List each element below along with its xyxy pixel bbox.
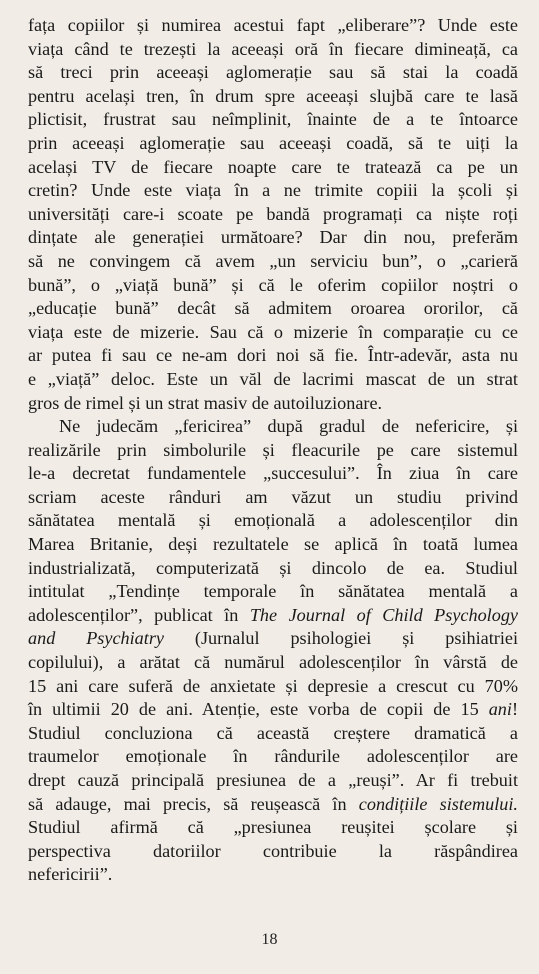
- book-page: [28, 14, 518, 887]
- text-line: Marea Britanie, deși rezultatele se aplică în toată lumea: [28, 534, 518, 555]
- text-line: să ne convingem că avem „un serviciu bun”, o „carieră: [28, 250, 518, 271]
- text-line: drept cauză principală presiunea de a „reuși”. Ar fi trebuit: [28, 770, 518, 790]
- text-line: „educație bună” decât să admitem oroarea ororilor, că: [28, 298, 518, 319]
- text-line: industrializată, computerizată și dincolo de ea. Studiul: [28, 557, 518, 578]
- text-line: gros de rimel și un strat masiv de autoiluzionare.: [28, 392, 383, 413]
- text-line: le-a decretat fundamentele „succesului”. În ziua în care: [28, 463, 518, 484]
- text-segment: să adauge, mai precis, să reușească în: [28, 793, 359, 814]
- text-line: scriam aceste rânduri am văzut un studiu privind: [28, 486, 518, 507]
- text-line: sănătatea mentală și emoțională a adolescenților din: [28, 510, 518, 531]
- text-line: traumelor emoționale în rândurile adolescenților are: [28, 746, 518, 767]
- text-line: nefericirii”.: [28, 864, 113, 885]
- text-line: perspectiva datoriilor contribuie la răspândirea: [28, 840, 518, 861]
- text-line: [28, 698, 518, 722]
- text-line: pentru același tren, în drum spre aceeași slujbă care te lasă: [28, 85, 518, 106]
- text-line: universități care-i scoate pe bandă programați ca niște roți: [28, 203, 518, 224]
- text-line: Ne judecăm „fericirea” după gradul de nefericire, și: [59, 416, 518, 437]
- text-segment: (Jurnalul psihologiei și psihiatriei: [163, 628, 518, 649]
- paragraph-1: [28, 14, 518, 415]
- text-line: 15 ani care suferă de anxietate și depresie a crescut cu 70%: [28, 675, 518, 696]
- text-line: viața este de mizerie. Sau că o mizerie în comparație cu ce: [28, 321, 518, 342]
- text-line: ar putea fi sau ce ne-am dori noi să fie. Într-adevăr, asta nu: [28, 345, 518, 366]
- text-line: același TV de fiecare noapte care te tratează ca pe un: [28, 156, 518, 177]
- text-line: dințate ale generației următoare? Dar din nou, preferăm: [28, 227, 518, 248]
- journal-title-continued: and Psychiatry: [28, 628, 164, 649]
- text-line: Studiul concluziona că această creștere dramatică a: [28, 722, 518, 743]
- text-line: [28, 793, 518, 817]
- text-line: fața copiilor și numirea acestui fapt „eliberare”? Unde este: [28, 15, 518, 35]
- journal-title: The Journal of Child Psychology: [249, 604, 518, 625]
- text-line: e „viață” deloc. Este un văl de lacrimi mascat de un strat: [28, 368, 518, 389]
- text-line: viața când te trezești la aceeași oră în fiecare dimineață, ca: [28, 38, 518, 59]
- text-segment: !: [511, 699, 518, 720]
- emphasis: condițiile sistemului.: [358, 793, 518, 814]
- text-line: prin aceeași aglomerație sau aceeași coadă, să te uiți la: [28, 132, 518, 153]
- text-line: [28, 604, 518, 628]
- text-line: realizările prin simbolurile și fleacurile pe care sistemul: [28, 439, 518, 460]
- text-line: plictisit, frustrat sau neîmplinit, înainte de a te întoarce: [28, 109, 518, 130]
- text-segment: în ultimii 20 de ani. Atenție, este vorba de copii de 15: [28, 699, 489, 720]
- page-number: 18: [261, 931, 278, 948]
- text-line: copilului), a arătat că numărul adolescenților în vârstă de: [28, 652, 518, 673]
- text-line: să treci prin aceeași aglomerație sau să stai la coadă: [28, 62, 518, 83]
- text-line: [28, 627, 518, 651]
- text-segment: adolescenților”, publicat în: [28, 604, 250, 625]
- text-line: Studiul afirmă că „presiunea reușitei școlare și: [28, 817, 518, 838]
- text-line: bună”, o „viață bună” și că le oferim copiilor noștri o: [28, 274, 518, 295]
- emphasis: ani: [488, 699, 512, 720]
- paragraph-2: [28, 415, 518, 887]
- text-line: intitulat „Tendințe temporale în sănătatea mentală a: [28, 581, 518, 602]
- text-line: cretin? Unde este viața în a ne trimite copiii la școli și: [28, 180, 518, 201]
